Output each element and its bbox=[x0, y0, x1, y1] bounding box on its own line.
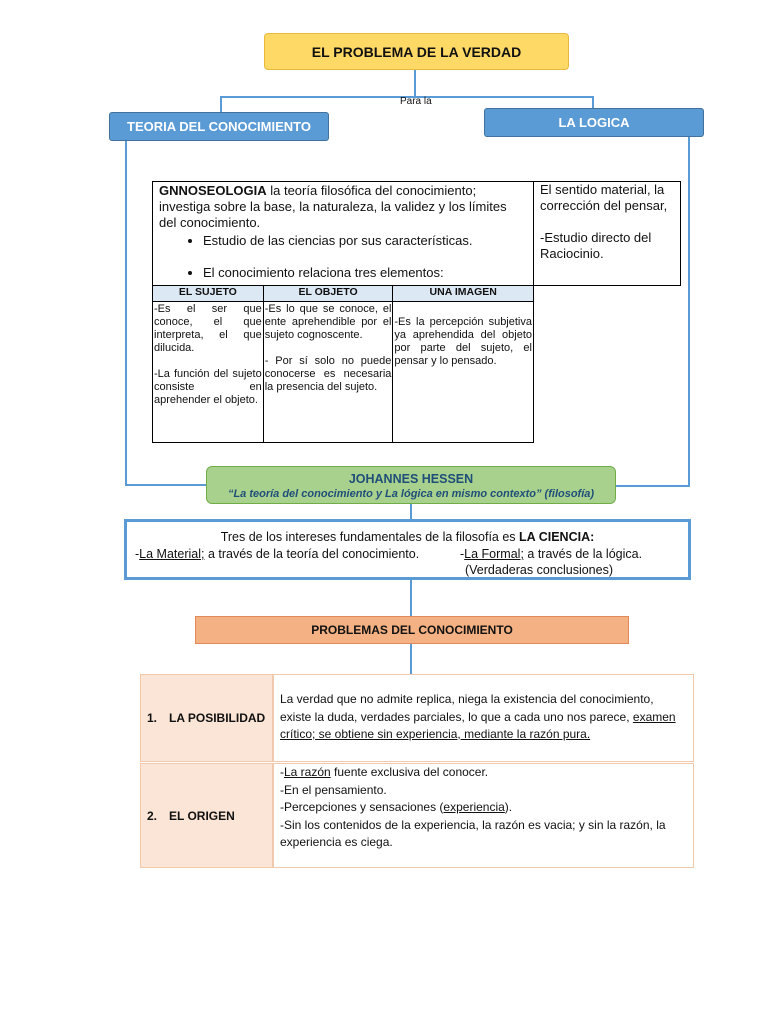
ciencia-intro bbox=[127, 529, 688, 545]
ciencia-box bbox=[124, 519, 691, 580]
connector-left-vertical bbox=[125, 141, 127, 486]
problem-2-text bbox=[273, 763, 694, 868]
logica-description-box bbox=[533, 181, 681, 286]
origen-l1-dash: - bbox=[280, 765, 284, 779]
table-row bbox=[153, 302, 534, 443]
cell-objeto bbox=[263, 302, 393, 443]
table-header-row bbox=[153, 286, 534, 302]
connector-title-down bbox=[414, 70, 416, 98]
problem-1-text-underlined: examen crítico; se obtiene sin experiencia, mediante la razón pura. bbox=[280, 709, 676, 741]
connector-ciencia-down bbox=[410, 580, 412, 616]
bullet-item: • Estudio de las ciencias por sus características. bbox=[203, 233, 527, 249]
problem-1-label bbox=[140, 674, 273, 762]
problem-1-paragraph bbox=[280, 691, 687, 744]
hessen-quote: “La teoría del conocimiento y La lógica en mismo contexto” (filosofía) bbox=[227, 488, 595, 500]
connector-problemas-down bbox=[410, 644, 412, 674]
problem-2-label bbox=[140, 763, 273, 868]
origen-l3-a: -Percepciones y sensaciones ( bbox=[280, 800, 444, 814]
gnoseologia-definition: la teoría filosófica del conocimiento; investiga sobre la base, la naturaleza, la validez y los límites del conocimiento. bbox=[159, 183, 507, 230]
hessen-box bbox=[206, 466, 616, 504]
connector-right-vertical bbox=[688, 137, 690, 487]
origen-line-1 bbox=[280, 764, 687, 782]
gnoseologia-box bbox=[152, 181, 534, 286]
sujeto-text-2: -La función del sujeto consiste en aprehender el objeto. bbox=[154, 368, 262, 406]
objeto-text-1: -Es lo que se conoce, el ente aprehendible por el sujeto cognoscente. bbox=[264, 303, 392, 341]
problem-1-title: LA POSIBILIDAD bbox=[169, 711, 266, 725]
problemas-title: PROBLEMAS DEL CONOCIMIENTO bbox=[195, 616, 629, 644]
connector-left-bottom bbox=[125, 484, 207, 486]
ciencia-formal bbox=[460, 546, 642, 562]
ciencia-intro-text: Tres de los intereses fundamentales de la filosofía es bbox=[220, 530, 520, 544]
problem-1-text-a: La verdad que no admite replica, niega la existencia del conocimiento, existe la duda, verdades parciales, lo que a cada uno nos parece, bbox=[280, 692, 654, 724]
gnoseologia-term: GNNOSEOLOGIA bbox=[159, 183, 267, 198]
logica-text-2: -Estudio directo del Raciocinio. bbox=[540, 230, 652, 261]
header-objeto: EL OBJETO bbox=[263, 286, 393, 302]
main-title: EL PROBLEMA DE LA VERDAD bbox=[264, 33, 569, 70]
origen-line-3 bbox=[280, 799, 687, 817]
formal-label: La Formal; bbox=[464, 547, 524, 561]
origen-line-2: -En el pensamiento. bbox=[280, 782, 387, 797]
logica-text-1: El sentido material, la corrección del pensar, bbox=[540, 182, 668, 213]
la-logica-header: LA LOGICA bbox=[484, 108, 704, 137]
elements-table bbox=[152, 285, 534, 443]
ciencia-material bbox=[135, 546, 419, 562]
header-imagen: UNA IMAGEN bbox=[393, 286, 534, 302]
problem-1-text bbox=[273, 674, 694, 762]
material-text: a través de la teoría del conocimiento. bbox=[204, 547, 420, 561]
para-la-label: Para la bbox=[400, 96, 432, 107]
origen-line-4: -Sin los contenidos de la experiencia, la razón es vacia; y sin la razón, la experiencia es ciega. bbox=[280, 817, 666, 849]
problem-2-num: 2. bbox=[147, 808, 158, 823]
origen-l3-underlined: experiencia bbox=[443, 800, 505, 814]
hessen-name: JOHANNES HESSEN bbox=[348, 472, 474, 486]
problem-1-num: 1. bbox=[147, 711, 158, 725]
verdaderas-conclusiones: (Verdaderas conclusiones) bbox=[465, 563, 613, 577]
ciencia-intro-bold: LA CIENCIA: bbox=[519, 530, 595, 544]
origen-l1-rest: fuente exclusiva del conocer. bbox=[330, 765, 489, 779]
connector-left-drop bbox=[220, 96, 222, 113]
imagen-text-1: -Es la percepción subjetiva ya aprehendida del objeto por parte del sujeto, el pensar y lo pensado. bbox=[394, 316, 532, 367]
material-label: La Material; bbox=[139, 547, 205, 561]
connector-hessen-down bbox=[410, 504, 412, 519]
origen-l3-b: ). bbox=[504, 800, 513, 814]
teoria-conocimiento-header: TEORIA DEL CONOCIMIENTO bbox=[109, 112, 329, 141]
formal-dash: - bbox=[460, 547, 465, 561]
sujeto-text-1: -Es el ser que conoce, el que interpreta, el que dilucida. bbox=[154, 303, 262, 354]
bullet-item: • El conocimiento relaciona tres elementos: bbox=[203, 265, 527, 281]
origen-l1-underlined: La razón bbox=[284, 765, 331, 779]
cell-imagen bbox=[393, 302, 534, 443]
objeto-text-2: - Por sí solo no puede conocerse es necesaria la presencia del sujeto. bbox=[264, 355, 392, 393]
header-sujeto: EL SUJETO bbox=[153, 286, 264, 302]
formal-text: a través de la lógica. bbox=[523, 547, 643, 561]
gnoseologia-bullets bbox=[159, 233, 527, 281]
problem-2-title: EL ORIGEN bbox=[169, 808, 235, 823]
material-dash: - bbox=[135, 547, 140, 561]
connector-right-bottom bbox=[615, 485, 690, 487]
cell-sujeto bbox=[153, 302, 264, 443]
